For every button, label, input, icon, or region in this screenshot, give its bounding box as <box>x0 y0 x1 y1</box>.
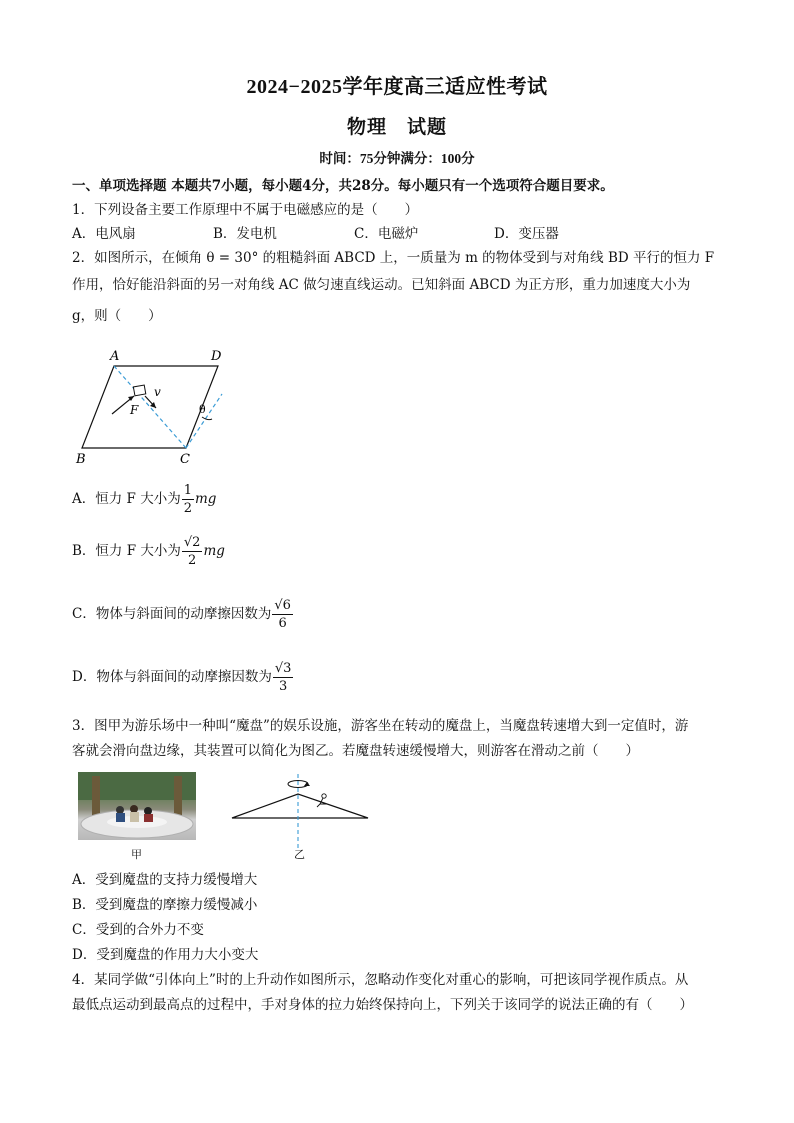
rider-head-icon <box>322 794 326 798</box>
incline-square-figure <box>72 344 232 468</box>
fraction-denominator: 3 <box>278 679 288 694</box>
label-d: D <box>211 349 222 364</box>
exam-subtitle: 物理 试题 <box>346 117 447 138</box>
q3-stem-line-1: 3．图甲为游乐场中一种叫“魔盘”的娱乐设施，游客坐在转动的魔盘上，当魔盘转速增大到一定值时，游 <box>72 718 689 734</box>
q1-stem: 1．下列设备主要工作原理中不属于电磁感应的是（ ） <box>72 202 419 218</box>
fraction-numerator: √2 <box>183 535 201 550</box>
q2-option-b <box>72 534 225 569</box>
magic-disc-photo-art <box>78 772 196 840</box>
magic-disc-diagram <box>228 770 372 854</box>
label-f: F <box>130 403 139 417</box>
q2-option-c <box>72 597 294 632</box>
q2-option-b-unit: mg <box>203 543 225 559</box>
fraction-denominator: 6 <box>278 616 287 631</box>
q2-stem-line-3: g，则（ ） <box>72 308 162 324</box>
pavilion-post-left <box>92 776 100 816</box>
q2-stem-line-2: 作用，恰好能沿斜面的另一对角线 AC 做匀速直线运动。已知斜面 ABCD 为正方形，重力加速度大小为 <box>72 277 691 293</box>
fraction-root3-over-3 <box>273 660 294 695</box>
disc-cone-profile <box>232 794 368 818</box>
person-head <box>144 807 152 815</box>
fraction-numerator: √6 <box>274 598 291 613</box>
q1-option-a: A．电风扇 <box>72 226 136 242</box>
person-head <box>116 806 124 814</box>
q1-option-b: B．发电机 <box>213 226 277 242</box>
q3-option-a: A．受到魔盘的支持力缓慢增大 <box>72 872 258 888</box>
q2-option-c-prefix: C．物体与斜面间的动摩擦因数为 <box>72 606 272 622</box>
person-head <box>130 805 138 813</box>
diagonal-ac <box>114 366 186 448</box>
fraction-one-half <box>182 482 194 517</box>
caption-yi: 乙 <box>294 848 305 861</box>
q2-stem-line-1: 2．如图所示，在倾角 θ = 30° 的粗糙斜面 ABCD 上，一质量为 m 的物体受到与对角线 BD 平行的恒力 F <box>72 250 715 266</box>
q2-option-d <box>72 660 294 695</box>
q4-stem-line-2: 最低点运动到最高点的过程中，手对身体的拉力始终保持向上，下列关于该同学的说法正确的有（ ） <box>72 997 693 1013</box>
caption-jia: 甲 <box>131 848 142 861</box>
q3-option-b: B．受到魔盘的摩擦力缓慢减小 <box>72 897 258 913</box>
fraction-numerator: 1 <box>183 483 192 498</box>
label-theta: θ <box>199 403 206 416</box>
q2-option-a-prefix: A．恒力 F 大小为 <box>72 491 181 507</box>
fraction-root6-over-6 <box>272 597 293 632</box>
q2-option-d-prefix: D．物体与斜面间的动摩擦因数为 <box>72 669 272 685</box>
square-abcd <box>82 366 218 448</box>
label-c: C <box>180 452 190 467</box>
pavilion-post-right <box>174 776 182 816</box>
exam-title: 2024−2025学年度高三适应性考试 <box>246 76 548 98</box>
q2-option-a-unit: mg <box>194 491 217 507</box>
label-b: B <box>76 452 86 467</box>
q3-option-c: C．受到的合外力不变 <box>72 922 204 938</box>
person-body <box>144 814 153 822</box>
label-a: A <box>110 349 120 364</box>
q1-option-c: C．电磁炉 <box>354 226 419 242</box>
q4-stem-line-1: 4．某同学做“引体向上”时的上升动作如图所示，忽略动作变化对重心的影响，可把该同学视作质点。从 <box>72 972 689 988</box>
section-heading: 一、单项选择题 本题共7小题，每小题4分，共28分。每小题只有一个选项符合题目要求。 <box>72 178 614 194</box>
fraction-root2-over-2 <box>182 534 203 569</box>
fraction-denominator: 2 <box>188 553 197 568</box>
q2-option-a <box>72 482 216 517</box>
time-score: 时间：75分钟满分：100分 <box>319 151 475 166</box>
fraction-denominator: 2 <box>183 501 192 516</box>
block-icon <box>133 385 145 396</box>
q1-option-d: D．变压器 <box>494 226 559 242</box>
q3-option-d: D．受到魔盘的作用力大小变大 <box>72 947 259 963</box>
label-v: v <box>154 385 161 399</box>
rotation-arrowhead <box>304 782 310 786</box>
magic-disc-photo <box>78 772 196 840</box>
person-body <box>116 813 125 822</box>
q2-option-b-prefix: B．恒力 F 大小为 <box>72 543 181 559</box>
person-body <box>130 812 139 822</box>
fraction-numerator: √3 <box>274 661 292 676</box>
q3-stem-line-2: 客就会滑向盘边缘，其装置可以简化为图乙。若魔盘转速缓慢增大，则游客在滑动之前（ ） <box>72 743 639 759</box>
